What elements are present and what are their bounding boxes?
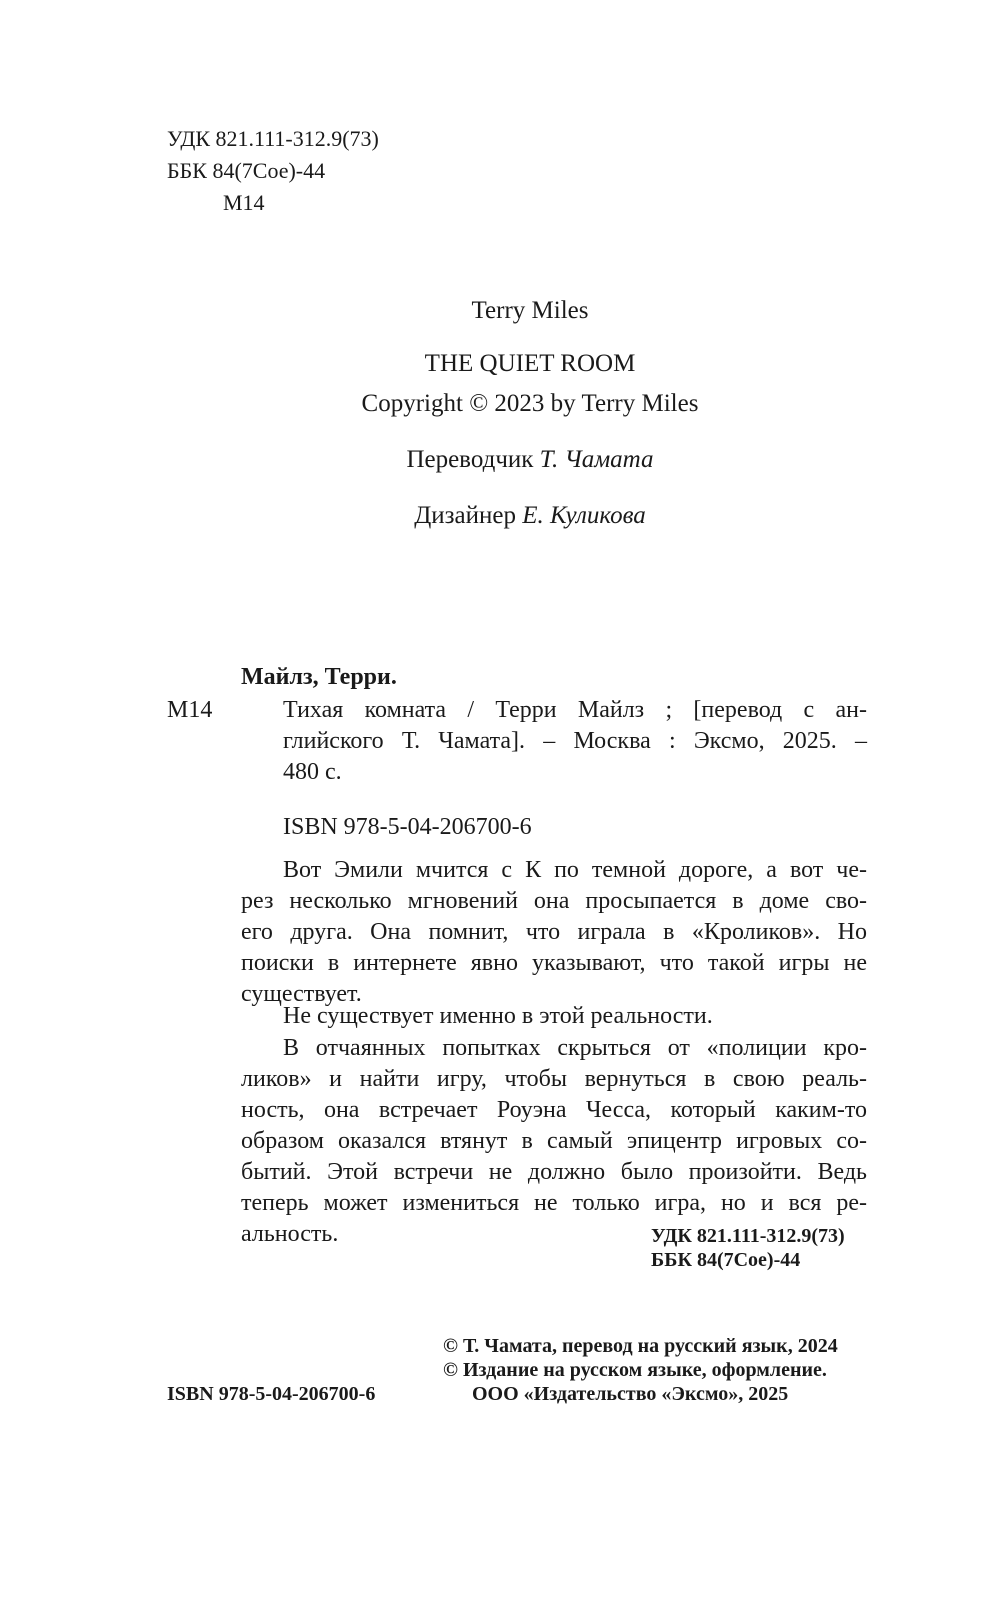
annotation-p1: [283, 855, 867, 886]
annotation-line: ность, она встречает Роуэна Чесса, который каким-то: [241, 1097, 867, 1123]
annotation-p1-rest: [241, 886, 867, 1010]
original-title: THE QUIET ROOM: [424, 350, 636, 377]
udk-code: УДК 821.111-312.9(73): [167, 126, 379, 151]
annotation-line: альность.: [241, 1221, 339, 1247]
translator-name: Т. Чамата: [539, 446, 654, 473]
annotation-line: образом оказался втянут в самый эпицентр игровых со-: [241, 1128, 867, 1154]
catalog-author-heading: Майлз, Терри.: [241, 664, 397, 690]
designer-name: Е. Куликова: [522, 502, 646, 529]
bottom-bbk: ББК 84(7Сое)-44: [651, 1249, 801, 1271]
bottom-codes: [651, 1224, 845, 1272]
designer-credit: [0, 502, 1000, 530]
catalog-desc-line: Тихая комната / Терри Майлз ; [перевод с ан-: [283, 697, 867, 723]
annotation-line: В отчаянных попытках скрыться от «полиции кро-: [283, 1035, 867, 1061]
catalog-description: [283, 695, 867, 788]
annotation-line: рез несколько мгновений она просыпается в доме сво-: [241, 888, 867, 914]
annotation-p3-rest: [241, 1064, 867, 1250]
copyright-line: ООО «Издательство «Эксмо», 2025: [472, 1383, 789, 1405]
catalog-desc-line: глийского Т. Чамата]. – Москва : Эксмо, 2025. –: [283, 728, 867, 754]
bbk-code: ББК 84(7Сое)-44: [167, 158, 326, 183]
copyright-line: © Издание на русском языке, оформление.: [443, 1359, 827, 1381]
translator-credit: [0, 446, 1000, 474]
copyright-line: © Т. Чамата, перевод на русский язык, 2024: [443, 1335, 838, 1357]
footer-copyright: [443, 1334, 838, 1406]
catalog-desc-line: 480 с.: [283, 759, 342, 785]
original-author: Terry Miles: [471, 297, 589, 324]
bottom-udk: УДК 821.111-312.9(73): [651, 1225, 845, 1247]
annotation-line: его друга. Она помнит, что играла в «Кроликов». Но: [241, 919, 867, 945]
annotation-line: теперь может измениться не только игра, но и вся ре-: [241, 1190, 867, 1216]
annotation-line: существует.: [241, 981, 362, 1007]
footer-isbn: ISBN 978-5-04-206700-6: [167, 1383, 376, 1405]
catalog-isbn: ISBN 978-5-04-206700-6: [283, 814, 532, 840]
translator-label: Переводчик: [406, 446, 534, 473]
annotation-line: бытий. Этой встречи не должно было произойти. Ведь: [241, 1159, 867, 1185]
catalog-mark: М14: [167, 697, 213, 723]
annotation-line: Вот Эмили мчится с К по темной дороге, а вот че-: [283, 857, 867, 883]
annotation-p2: Не существует именно в этой реальности.: [283, 1003, 713, 1029]
header-codes: [167, 123, 379, 219]
designer-label: Дизайнер: [414, 502, 516, 529]
annotation-line: ликов» и найти игру, чтобы вернуться в свою реаль-: [241, 1066, 867, 1092]
annotation-p3-first: [283, 1033, 867, 1064]
author-mark: М14: [223, 190, 265, 215]
annotation-line: поиски в интернете явно указывают, что такой игры не: [241, 950, 867, 976]
original-copyright: Copyright © 2023 by Terry Miles: [361, 390, 699, 417]
